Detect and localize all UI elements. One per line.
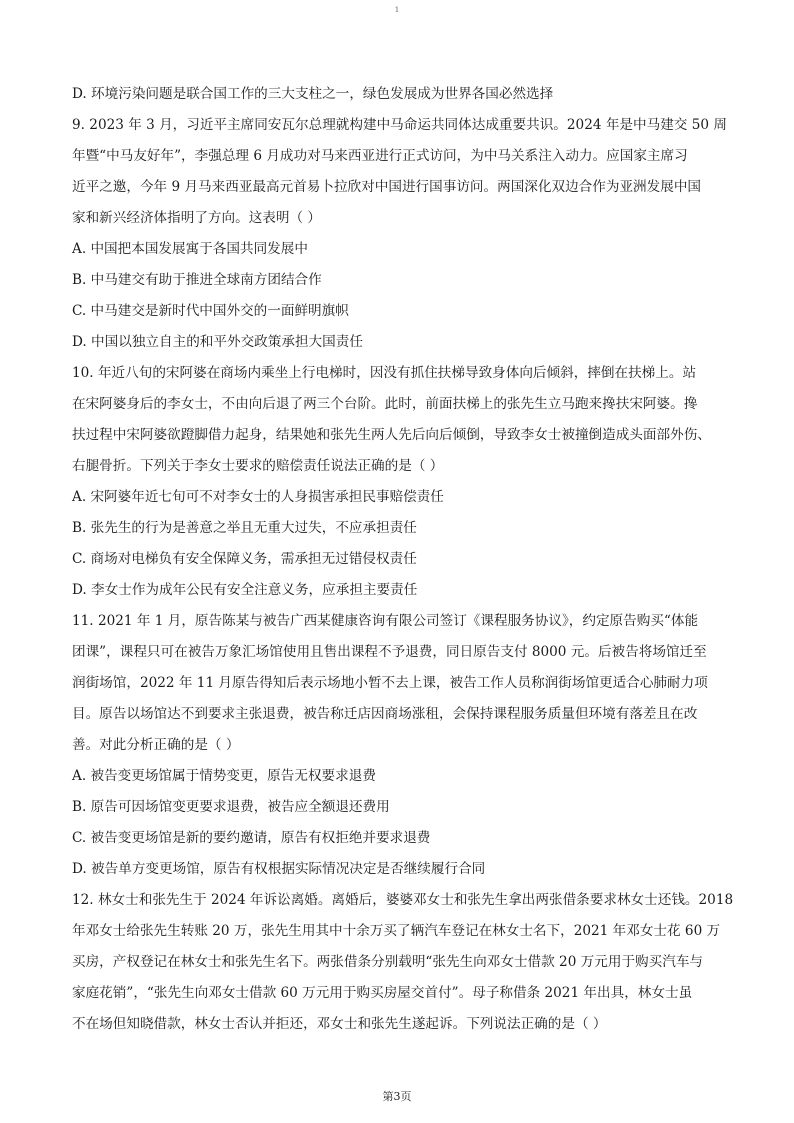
text-line: 家庭花销”，“张先生向邓女士借款 60 万元用于购买房屋交首付”。母子称借条 2021 年出具，林女士虽 [72,985,693,1001]
option-c: C. 商场对电梯负有安全保障义务，需承担无过错侵权责任 [72,551,417,567]
page-top-mark: 1 [394,6,400,14]
option-d: D. 李女士作为成年公民有安全注意义务，应承担主要责任 [72,582,418,598]
text-line: 家和新兴经济体指明了方向。这表明（ ） [72,210,322,226]
text-line: 润街场馆，2022 年 11 月原告得知后表示场地小暂不去上课，被告工作人员称润街场馆更适合心肺耐力项 [72,675,708,691]
text-line: 扶过程中宋阿婆欲蹬脚借力起身，结果她和张先生两人先后向后倾倒，导致李女士被撞倒造成头面部外伤、 [72,427,711,443]
text-line: 善。对此分析正确的是（ ） [72,737,240,753]
text-line: 买房，产权登记在林女士和张先生名下。两张借条分别载明“张先生向邓女士借款 20 万元用于购买汽车与 [72,954,704,970]
option-d: D. 中国以独立自主的和平外交政策承担大国责任 [72,334,363,350]
option-a: A. 中国把本国发展寓于各国共同发展中 [72,241,308,257]
text-line: 团课”，课程只可在被告万象汇场馆使用且售出课程不予退费，同日原告支付 8000 元。后被告将场馆迁至 [72,644,707,660]
text-line: 不在场但知晓借款，林女士否认并拒还，邓女士和张先生遂起诉。下列说法正确的是（ ） [72,1016,607,1032]
text-line: 年暨“中马友好年”，李强总理 6 月成功对马来西亚进行正式访问，为中马关系注入动力。应国家主席习 [72,148,688,164]
option-b: B. 中马建交有助于推进全球南方团结合作 [72,272,322,288]
page-number: 第3页 [382,1090,412,1103]
text-line: 右腿骨折。下列关于李女士要求的赔偿责任说法正确的是（ ） [72,458,444,474]
document-body [72,79,734,1040]
option-c: C. 被告变更场馆是新的要约邀请，原告有权拒绝并要求退费 [72,830,431,846]
option-b: B. 张先生的行为是善意之举且无重大过失，不应承担责任 [72,520,417,536]
option-d: D. 被告单方变更场馆，原告有权根据实际情况决定是否继续履行合同 [72,861,486,877]
text-line: 近平之邀，今年 9 月马来西亚最高元首易卜拉欣对中国进行国事访问。两国深化双边合作为亚洲发展中国 [72,179,702,195]
question-9-stem: 9. 2023 年 3 月，习近平主席同安瓦尔总理就构建中马命运共同体达成重要共识。2024 年是中马建交 50 周 [72,117,727,133]
option-c: C. 中马建交是新时代中国外交的一面鲜明旗帜 [72,303,349,319]
option-b: B. 原告可因场馆变更要求退费，被告应全额退还费用 [72,799,390,815]
option-a: A. 宋阿婆年近七旬可不对李女士的人身损害承担民事赔偿责任 [72,489,444,505]
text-line: 年邓女士给张先生转账 20 万，张先生用其中十余万买了辆汽车登记在林女士名下，2021 年邓女士花 60 万 [72,923,721,939]
option-a: A. 被告变更场馆属于情势变更，原告无权要求退费 [72,768,376,784]
question-11-stem: 11. 2021 年 1 月，原告陈某与被告广西某健康咨询有限公司签订《课程服务协议》，约定原告购买“体能 [72,613,699,629]
text-line: 目。原告以场馆达不到要求主张退费，被告称迁店因商场涨租，会保持课程服务质量但环境有落差且在改 [72,706,698,722]
text-line: 在宋阿婆身后的李女士，不由向后退了两三个台阶。此时，前面扶梯上的张先生立马跑来搀扶宋阿婆。搀 [72,396,698,412]
question-12-stem: 12. 林女士和张先生于 2024 年诉讼离婚。离婚后，婆婆邓女士和张先生拿出两张借条要求林女士还钱。2018 [72,892,734,908]
question-10-stem: 10. 年近八旬的宋阿婆在商场内乘坐上行电梯时，因没有抓住扶梯导致身体向后倾斜，摔倒在扶梯上。站 [72,365,697,381]
text-line: D. 环境污染问题是联合国工作的三大支柱之一，绿色发展成为世界各国必然选择 [72,86,554,102]
